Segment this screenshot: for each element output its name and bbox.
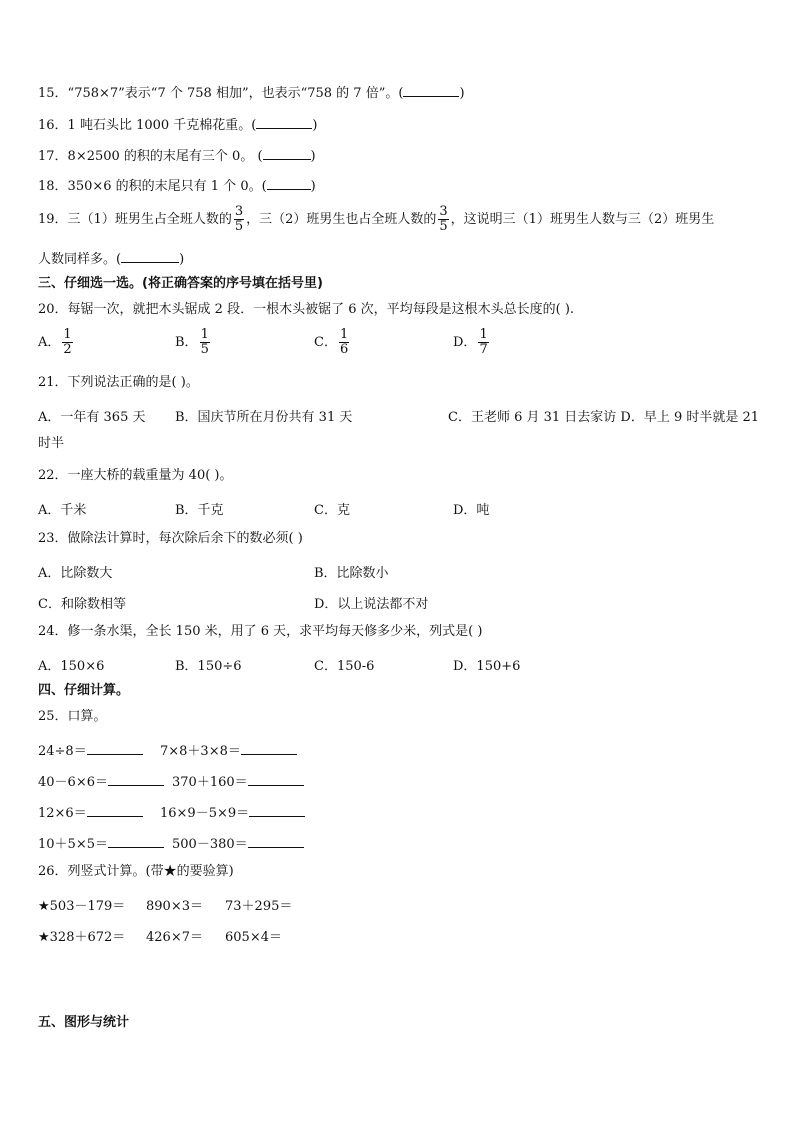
option-label: D． <box>453 335 477 350</box>
mental-math-item <box>38 833 164 852</box>
q24-option-d[interactable]: D．150+6 <box>453 659 521 674</box>
q16-close: ) <box>312 118 318 133</box>
question-15 <box>38 84 465 102</box>
q19-text-c: ，这说明三（1）班男生人数与三（2）班男生 <box>450 212 715 227</box>
option-label: B． <box>175 335 198 350</box>
mental-math-item <box>38 802 143 821</box>
answer-blank[interactable] <box>87 804 143 817</box>
q22-option-a[interactable]: A．千米 <box>38 503 87 518</box>
q20-option-c[interactable] <box>314 328 351 357</box>
mental-math-item <box>160 740 297 759</box>
vertical-calc-item: 890×3＝ <box>146 899 203 914</box>
q22-option-b[interactable]: B．千克 <box>175 503 224 518</box>
question-26-stem: 26．列竖式计算。(带★的要验算) <box>38 864 234 879</box>
question-18 <box>38 177 316 195</box>
expression: 10＋5×5＝ <box>38 837 108 852</box>
expression: 24÷8＝ <box>38 744 87 759</box>
q20-option-d[interactable] <box>453 328 491 357</box>
vertical-calc-item: 426×7＝ <box>146 930 203 945</box>
q24-option-b[interactable]: B．150÷6 <box>175 659 242 674</box>
expression: 7×8＋3×8＝ <box>160 744 241 759</box>
answer-blank[interactable] <box>108 773 164 786</box>
denominator: 5 <box>200 342 209 357</box>
vertical-calc-item: ★503－179＝ <box>38 899 126 914</box>
section-5-heading: 五、图形与统计 <box>38 1015 130 1030</box>
answer-blank[interactable] <box>108 835 164 848</box>
answer-blank[interactable] <box>263 147 311 160</box>
option-label: C． <box>314 335 337 350</box>
vertical-calc-item: ★328＋672＝ <box>38 930 126 945</box>
q21-option-a[interactable]: A．一年有 365 天 <box>38 410 146 425</box>
answer-blank[interactable] <box>248 773 304 786</box>
question-25-stem: 25．口算。 <box>38 709 107 724</box>
question-19-line2 <box>38 250 184 268</box>
q15-close: ) <box>459 86 465 101</box>
q17-close: ) <box>310 149 316 164</box>
answer-blank[interactable] <box>121 250 179 263</box>
question-20-stem: 20．每锯一次，就把木头锯成 2 段．一根木头被锯了 6 次，平均每段是这根木头总长度的( ). <box>38 302 575 317</box>
expression: 370＋160＝ <box>172 775 248 790</box>
answer-blank[interactable] <box>267 177 311 190</box>
answer-blank[interactable] <box>87 742 143 755</box>
mental-math-item <box>172 771 304 790</box>
fraction <box>62 328 72 357</box>
q16-text: 16．1 吨石头比 1000 千克棉花重。( <box>38 118 257 133</box>
question-22-stem: 22．一座大桥的载重量为 40( )。 <box>38 468 233 483</box>
denominator: 5 <box>234 219 244 234</box>
fraction <box>339 328 349 357</box>
q23-option-d[interactable]: D．以上说法都不对 <box>314 597 429 612</box>
denominator: 7 <box>479 342 488 357</box>
section-4-heading: 四、仔细计算。 <box>38 683 130 698</box>
denominator: 2 <box>63 342 72 357</box>
answer-blank[interactable] <box>248 835 304 848</box>
numerator: 1 <box>200 327 209 342</box>
q22-option-c[interactable]: C．克 <box>314 503 350 518</box>
question-16 <box>38 116 317 134</box>
mental-math-item <box>38 740 143 759</box>
numerator: 3 <box>234 204 244 219</box>
section-3-heading: 三、仔细选一选。(将正确答案的序号填在括号里) <box>38 276 323 291</box>
fraction <box>234 205 244 234</box>
mental-math-item <box>160 802 305 821</box>
mental-math-item <box>172 833 304 852</box>
question-23-stem: 23．做除法计算时，每次除后余下的数必须( ) <box>38 531 303 546</box>
answer-blank[interactable] <box>241 742 297 755</box>
q19-text-b: ，三（2）班男生也占全班人数的 <box>246 212 437 227</box>
answer-blank[interactable] <box>403 84 459 97</box>
question-21-stem: 21．下列说法正确的是( )。 <box>38 375 199 390</box>
expression: 40－6×6＝ <box>38 775 108 790</box>
q21-option-cd[interactable]: C．王老师 6 月 31 日去家访 D．早上 9 时半就是 21 <box>448 410 760 425</box>
denominator: 6 <box>339 342 349 357</box>
option-label: A． <box>38 335 61 350</box>
mental-math-item <box>38 771 164 790</box>
fraction <box>438 205 448 234</box>
fraction <box>478 328 488 357</box>
question-24-stem: 24．修一条水渠，全长 150 米，用了 6 天，求平均每天修多少米，列式是( ) <box>38 624 483 639</box>
vertical-calc-item: 73＋295＝ <box>225 899 293 914</box>
numerator: 1 <box>63 327 72 342</box>
numerator: 1 <box>479 327 488 342</box>
answer-blank[interactable] <box>249 804 305 817</box>
expression: 16×9－5×9＝ <box>160 806 250 821</box>
q18-close: ) <box>310 179 316 194</box>
question-17 <box>38 147 316 165</box>
q17-text: 17．8×2500 的积的末尾有三个 0。 ( <box>38 149 263 164</box>
fraction <box>200 328 210 357</box>
q23-option-a[interactable]: A．比除数大 <box>38 566 113 581</box>
expression: 500－380＝ <box>172 837 248 852</box>
q15-text: 15．“758×7”表示“7 个 758 相加”，也表示“758 的 7 倍”。( <box>38 86 404 101</box>
q23-option-b[interactable]: B．比除数小 <box>314 566 389 581</box>
q24-option-c[interactable]: C．150-6 <box>314 659 375 674</box>
q19-close: ) <box>179 252 185 267</box>
q21-continuation: 时半 <box>38 436 65 451</box>
q22-option-d[interactable]: D．吨 <box>453 503 490 518</box>
q18-text: 18．350×6 的积的末尾只有 1 个 0。( <box>38 179 267 194</box>
q20-option-a[interactable] <box>38 328 75 357</box>
denominator: 5 <box>439 219 448 234</box>
question-19-line1 <box>38 205 714 234</box>
q24-option-a[interactable]: A．150×6 <box>38 659 105 674</box>
q21-option-b[interactable]: B．国庆节所在月份共有 31 天 <box>175 410 353 425</box>
answer-blank[interactable] <box>256 116 312 129</box>
expression: 12×6＝ <box>38 806 87 821</box>
q19-text-a: 19．三（1）班男生占全班人数的 <box>38 212 232 227</box>
numerator: 3 <box>439 204 448 219</box>
q23-option-c[interactable]: C．和除数相等 <box>38 597 126 612</box>
q20-option-b[interactable] <box>175 328 212 357</box>
q19-line2-text: 人数同样多。( <box>38 252 122 267</box>
vertical-calc-item: 605×4＝ <box>225 930 282 945</box>
numerator: 1 <box>339 327 349 342</box>
